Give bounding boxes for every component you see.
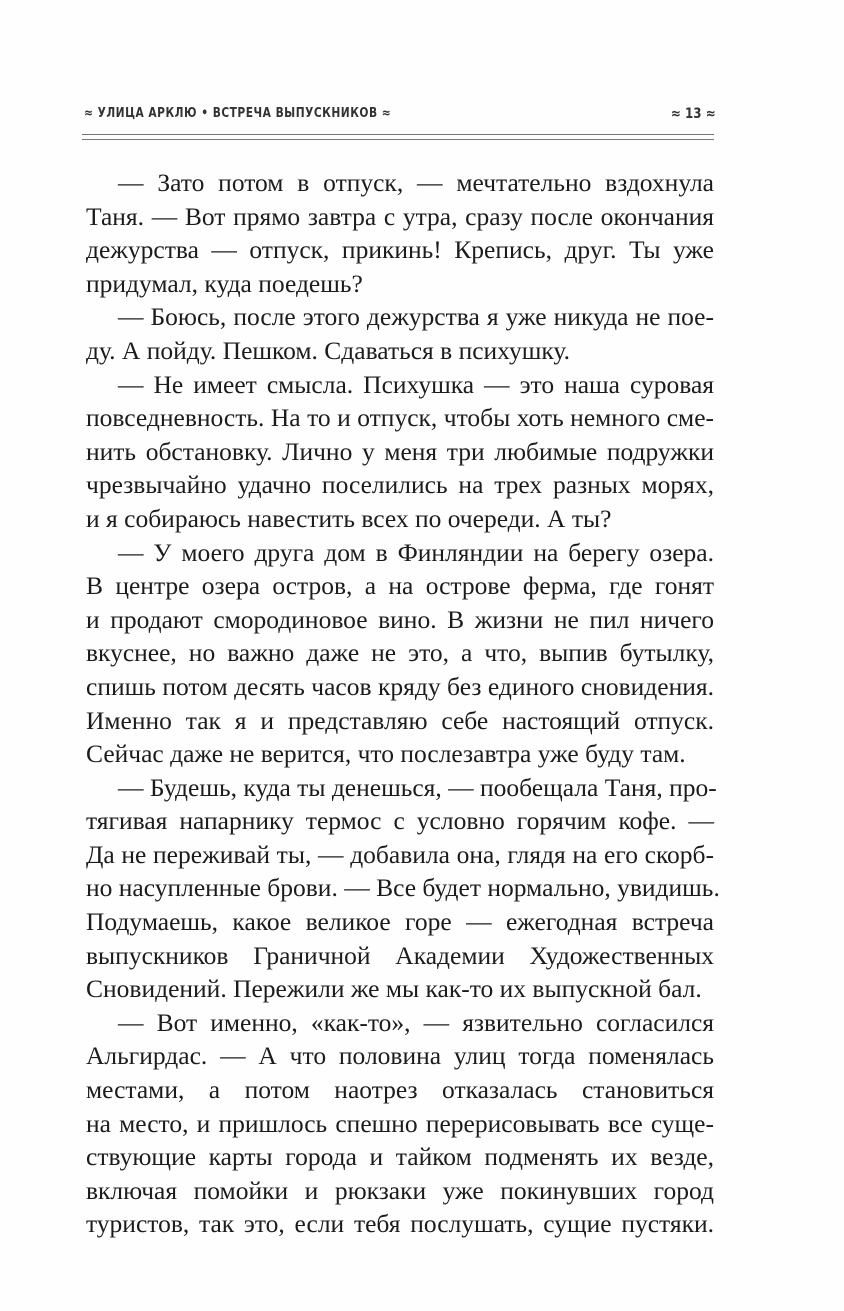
text-line: и я собираюсь навестить всех по очереди. А ты? xyxy=(86,503,612,533)
text-line: включая помойки и рюкзаки уже покинувших город xyxy=(86,1175,714,1205)
text-line: на место, и пришлось спешно перерисовывать все суще- xyxy=(86,1108,714,1138)
text-line: ствующие карты города и тайком подменять их везде, xyxy=(86,1142,714,1172)
running-title: ≈ УЛИЦА АРКЛЮ • ВСТРЕЧА ВЫПУСКНИКОВ ≈ xyxy=(84,106,392,121)
text-line: чрезвычайно удачно поселились на трех разных морях, xyxy=(86,470,714,500)
header-rule-top xyxy=(82,134,714,135)
body-text xyxy=(86,166,720,1241)
text-line: — Зато потом в отпуск, — мечтательно вздохнула xyxy=(118,168,714,197)
text-line: — Боюсь, после этого дежурства я уже никуда не пое- xyxy=(118,302,714,332)
text-line: Сейчас даже не верится, что послезавтра уже буду там. xyxy=(86,739,686,769)
text-line: спишь потом десять часов кряду без единого сновидения. xyxy=(86,671,714,701)
text-line: ду. А пойду. Пешком. Сдаваться в психушку. xyxy=(86,335,570,365)
text-line: дежурства — отпуск, прикинь! Крепись, друг. Ты уже xyxy=(86,235,714,265)
text-line: и продают смородиновое вино. В жизни не пил ничего xyxy=(86,604,714,634)
header-rule-bottom xyxy=(82,139,714,140)
text-line: туристов, так это, если тебя послушать, сущие пустяки. xyxy=(86,1209,714,1239)
text-line: тягивая напарнику термос с условно горячим кофе. — xyxy=(86,806,714,836)
running-head xyxy=(84,106,601,128)
text-line: В центре озера остров, а на острове ферма, где гонят xyxy=(86,571,714,601)
text-line: придумал, куда поедешь? xyxy=(86,268,363,298)
text-line: местами, а потом наотрез отказалась становиться xyxy=(86,1075,714,1105)
text-line: — Будешь, куда ты денешься, — пообещала Таня, про- xyxy=(118,772,717,802)
text-line: повседневность. На то и отпуск, чтобы хоть немного сме- xyxy=(86,403,714,433)
text-line: Таня. — Вот прямо завтра с утра, сразу после окончания xyxy=(86,201,714,231)
text-line: Альгирдас. — А что половина улиц тогда поменялась xyxy=(86,1041,714,1071)
text-line: — У моего друга дом в Финляндии на берегу озера. xyxy=(118,537,714,567)
text-line: — Вот именно, «как-то», — язвительно согласился xyxy=(118,1007,714,1037)
text-line: Сновидений. Пережили же мы как-то их выпускной бал. xyxy=(86,974,702,1004)
text-line: но насупленные брови. — Все будет нормально, увидишь. xyxy=(86,873,720,903)
text-line: Подумаешь, какое великое горе — ежегодная встреча xyxy=(86,907,714,937)
text-line: Да не переживай ты, — добавила она, глядя на его скорб- xyxy=(86,839,714,869)
text-line: Именно так я и представляю себе настоящий отпуск. xyxy=(86,705,714,735)
text-line: нить обстановку. Лично у меня три любимые подружки xyxy=(86,436,714,466)
text-line: — Не имеет смысла. Психушка — это наша суровая xyxy=(118,369,714,399)
page-number: ≈ 13 ≈ xyxy=(671,106,716,122)
text-line: выпускников Граничной Академии Художественных xyxy=(86,940,714,970)
text-line: вкуснее, но важно даже не это, а что, выпив бутылку, xyxy=(86,638,714,668)
